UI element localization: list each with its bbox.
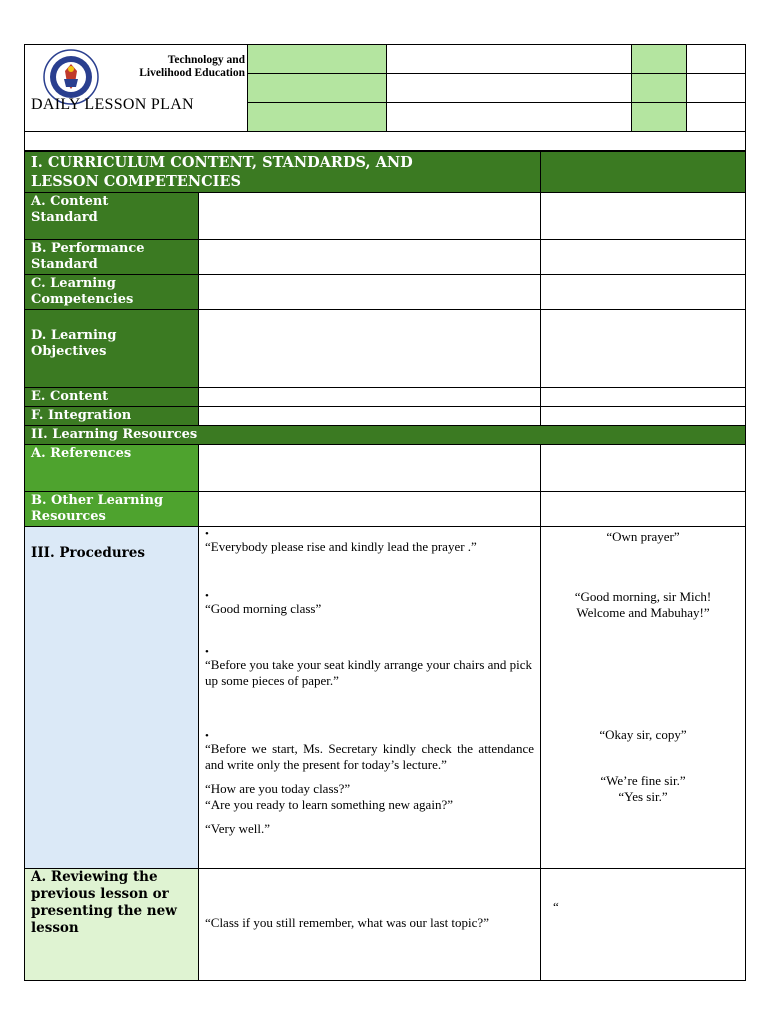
other-resources-cell[interactable] — [199, 492, 541, 527]
curriculum-section-header: I. CURRICULUM CONTENT, STANDARDS, AND LESSON COMPETENCIES — [25, 152, 541, 193]
integration-cell[interactable] — [199, 407, 541, 426]
student-line-prayer: “Own prayer” — [606, 529, 680, 544]
content-standard-cell[interactable] — [199, 193, 541, 240]
row-label-learning-objectives: D. Learning Objectives — [25, 310, 199, 388]
performance-standard-cell-right[interactable] — [541, 240, 746, 275]
content-cell[interactable] — [199, 388, 541, 407]
row-label-performance-standard: B. Performance Standard — [25, 240, 199, 275]
bullet-mark: • — [205, 730, 209, 742]
student-line-yes: “Yes sir.” — [618, 789, 668, 804]
row-label-content: E. Content — [25, 388, 199, 407]
other-resources-cell-right[interactable] — [541, 492, 746, 527]
bullet-mark: • — [205, 590, 209, 602]
row-label-content-standard: A. Content Standard — [25, 193, 199, 240]
learning-objectives-cell[interactable] — [199, 310, 541, 388]
content-standard-cell-right[interactable] — [541, 193, 746, 240]
row-label-procedures: III. Procedures — [25, 527, 199, 869]
teacher-line-prayer: “Everybody please rise and kindly lead the prayer .” — [205, 539, 477, 554]
bullet-mark: • — [205, 528, 209, 540]
header-field-cell[interactable] — [632, 103, 687, 132]
teacher-line-ready: “Are you ready to learn something new again?” — [205, 797, 453, 812]
teacher-line-attendance: “Before we start, Ms. Secretary kindly check the attendance and write only the present for today’s lecture.” — [205, 741, 534, 772]
learning-competencies-cell-right[interactable] — [541, 275, 746, 310]
subject-name: Technology and Livelihood Education — [139, 54, 245, 79]
teacher-line-how-are-you: “How are you today class?” — [205, 781, 351, 796]
student-line-okay: “Okay sir, copy” — [599, 727, 687, 742]
reviewing-student-cell: “ — [541, 869, 746, 981]
curriculum-section-header-blank — [541, 152, 746, 193]
header-field-cell[interactable] — [632, 74, 687, 103]
lesson-plan-page — [24, 44, 745, 981]
spacer-row — [25, 132, 746, 151]
row-label-reviewing: A. Reviewing the previous lesson or presenting the new lesson — [25, 869, 199, 981]
teacher-line-arrange: “Before you take your seat kindly arrange your chairs and pick up some pieces of paper.” — [205, 657, 533, 688]
row-label-references: A. References — [25, 445, 199, 492]
header-logo-cell — [25, 45, 248, 132]
header-table — [24, 44, 746, 151]
header-field-cell[interactable] — [387, 45, 632, 74]
learning-competencies-cell[interactable] — [199, 275, 541, 310]
teacher-line-very-well: “Very well.” — [205, 821, 270, 836]
header-field-cell[interactable] — [248, 103, 387, 132]
header-field-cell[interactable] — [687, 74, 746, 103]
header-field-cell[interactable] — [687, 103, 746, 132]
student-line-fine: “We’re fine sir.” — [600, 773, 686, 788]
references-cell[interactable] — [199, 445, 541, 492]
teacher-line-last-topic: “Class if you still remember, what was our last topic?” — [205, 915, 489, 930]
resources-section-header: II. Learning Resources — [25, 426, 746, 445]
learning-objectives-cell-right[interactable] — [541, 310, 746, 388]
document-title: DAILY LESSON PLAN — [31, 96, 194, 113]
student-line-greeting-2: Welcome and Mabuhay!” — [576, 605, 710, 620]
references-cell-right[interactable] — [541, 445, 746, 492]
header-field-cell[interactable] — [687, 45, 746, 74]
reviewing-teacher-cell — [199, 869, 541, 981]
integration-cell-right[interactable] — [541, 407, 746, 426]
header-field-cell[interactable] — [248, 74, 387, 103]
row-label-other-resources: B. Other Learning Resources — [25, 492, 199, 527]
main-table — [24, 151, 746, 981]
row-label-integration: F. Integration — [25, 407, 199, 426]
teacher-line-greeting: “Good morning class” — [205, 601, 322, 616]
procedures-teacher-cell — [199, 527, 541, 869]
bullet-mark: • — [205, 646, 209, 658]
student-line-greeting-1: “Good morning, sir Mich! — [574, 589, 712, 604]
header-field-cell[interactable] — [248, 45, 387, 74]
header-field-cell[interactable] — [387, 103, 632, 132]
header-field-cell[interactable] — [387, 74, 632, 103]
header-field-cell[interactable] — [632, 45, 687, 74]
procedures-student-cell — [541, 527, 746, 869]
content-cell-right[interactable] — [541, 388, 746, 407]
row-label-learning-competencies: C. Learning Competencies — [25, 275, 199, 310]
performance-standard-cell[interactable] — [199, 240, 541, 275]
